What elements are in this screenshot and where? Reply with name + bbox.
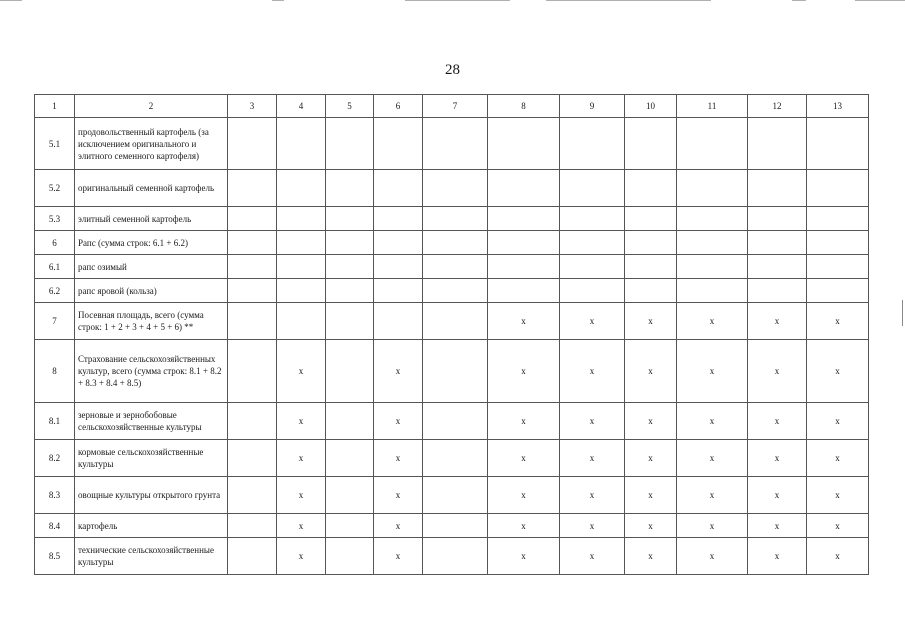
table-cell: x [677, 340, 748, 403]
table-cell: x [277, 403, 326, 440]
table-cell: x [677, 538, 748, 575]
table-cell [277, 279, 326, 303]
table-cell: x [748, 403, 807, 440]
table-cell [228, 207, 277, 231]
table-cell: x [277, 538, 326, 575]
table-cell [423, 279, 488, 303]
table-cell [488, 255, 560, 279]
table-cell [326, 231, 374, 255]
table-cell [625, 255, 677, 279]
table-cell [228, 118, 277, 170]
table-cell [423, 340, 488, 403]
table-cell: x [625, 538, 677, 575]
column-header: 11 [677, 95, 748, 118]
table-cell [807, 231, 869, 255]
table-row [35, 538, 869, 575]
table-row [35, 279, 869, 303]
table-cell: x [374, 440, 423, 477]
table-cell [374, 231, 423, 255]
table-cell: x [625, 340, 677, 403]
table-cell: x [488, 340, 560, 403]
row-code: 8.2 [35, 440, 75, 477]
row-code: 6 [35, 231, 75, 255]
table-cell: x [625, 303, 677, 340]
table-cell [748, 231, 807, 255]
table-cell [748, 279, 807, 303]
table-cell [748, 207, 807, 231]
table-cell [277, 118, 326, 170]
table-cell: x [677, 403, 748, 440]
top-edge-mark [546, 0, 711, 1]
table-cell: x [374, 477, 423, 514]
table-cell [423, 255, 488, 279]
table-cell [748, 255, 807, 279]
table-cell [423, 207, 488, 231]
page-number: 28 [445, 62, 460, 78]
table-cell [326, 514, 374, 538]
row-label: продовольственный картофель (за исключением оригинального и элитного семенного картофеля) [75, 118, 228, 170]
column-header: 7 [423, 95, 488, 118]
column-header: 5 [326, 95, 374, 118]
table-cell [748, 170, 807, 207]
table-cell [374, 279, 423, 303]
table-cell [326, 403, 374, 440]
table-cell: x [374, 403, 423, 440]
table-cell [560, 118, 625, 170]
table-cell [228, 303, 277, 340]
table-cell [488, 118, 560, 170]
row-label: кормовые сельскохозяйственные культуры [75, 440, 228, 477]
table-cell [326, 170, 374, 207]
scan-mark [902, 300, 903, 326]
table-cell: x [488, 440, 560, 477]
table-cell: x [748, 440, 807, 477]
column-header: 9 [560, 95, 625, 118]
table-cell: x [277, 477, 326, 514]
table-cell [228, 255, 277, 279]
table-cell: x [277, 440, 326, 477]
column-header: 8 [488, 95, 560, 118]
table-cell: x [677, 514, 748, 538]
table-cell: x [488, 538, 560, 575]
table-row [35, 477, 869, 514]
table-cell [326, 440, 374, 477]
table-cell [374, 170, 423, 207]
table-cell: x [488, 514, 560, 538]
table-cell: x [748, 538, 807, 575]
table-cell: x [807, 477, 869, 514]
table-row [35, 231, 869, 255]
table-row [35, 118, 869, 170]
table-row [35, 170, 869, 207]
table-cell [228, 231, 277, 255]
table-cell [277, 207, 326, 231]
top-edge-mark [855, 0, 905, 1]
table-cell [326, 118, 374, 170]
table-cell [423, 477, 488, 514]
table-cell [423, 440, 488, 477]
table-cell [326, 255, 374, 279]
row-code: 8 [35, 340, 75, 403]
column-header: 2 [75, 95, 228, 118]
table-cell [423, 403, 488, 440]
table-cell [560, 279, 625, 303]
table-cell [677, 255, 748, 279]
table-cell [423, 514, 488, 538]
column-header: 13 [807, 95, 869, 118]
top-edge-mark [272, 0, 284, 1]
table-cell [625, 207, 677, 231]
row-label: картофель [75, 514, 228, 538]
table-cell [423, 231, 488, 255]
table-cell: x [374, 514, 423, 538]
table-cell [326, 340, 374, 403]
table-cell: x [807, 340, 869, 403]
row-label: Страхование сельскохозяйственных культур, всего (сумма строк: 8.1 + 8.2 + 8.3 + 8.4 + 8.5) [75, 340, 228, 403]
table-cell: x [374, 538, 423, 575]
top-edge-mark [405, 0, 510, 1]
table-cell: x [560, 440, 625, 477]
table-cell [423, 118, 488, 170]
table-row [35, 207, 869, 231]
table-cell: x [560, 514, 625, 538]
table-cell: x [807, 440, 869, 477]
table-cell [228, 538, 277, 575]
row-code: 8.1 [35, 403, 75, 440]
table-cell [228, 440, 277, 477]
table-cell [488, 231, 560, 255]
table-cell [677, 207, 748, 231]
row-code: 5.1 [35, 118, 75, 170]
table-cell [748, 118, 807, 170]
table-cell: x [374, 340, 423, 403]
table-cell: x [625, 440, 677, 477]
table-cell [807, 255, 869, 279]
table-cell [488, 170, 560, 207]
table-cell [488, 207, 560, 231]
column-header: 1 [35, 95, 75, 118]
table-cell [326, 207, 374, 231]
table-cell [228, 170, 277, 207]
row-label: рапс яровой (кольза) [75, 279, 228, 303]
table-cell [423, 170, 488, 207]
table-cell: x [488, 403, 560, 440]
table-cell [807, 207, 869, 231]
table-cell [228, 477, 277, 514]
table-cell: x [560, 538, 625, 575]
row-code: 6.2 [35, 279, 75, 303]
table-cell [807, 170, 869, 207]
table-cell: x [625, 477, 677, 514]
table-cell [677, 279, 748, 303]
data-table [34, 94, 869, 575]
table-cell: x [560, 477, 625, 514]
table-cell: x [277, 340, 326, 403]
row-code: 5.2 [35, 170, 75, 207]
column-header: 10 [625, 95, 677, 118]
table-row [35, 440, 869, 477]
table-cell: x [560, 340, 625, 403]
table-cell: x [748, 340, 807, 403]
table-cell: x [748, 303, 807, 340]
table-row [35, 255, 869, 279]
table-cell [374, 255, 423, 279]
table-cell: x [807, 538, 869, 575]
row-code: 7 [35, 303, 75, 340]
row-code: 8.3 [35, 477, 75, 514]
table-cell [277, 303, 326, 340]
table-cell: x [560, 303, 625, 340]
table-row [35, 303, 869, 340]
top-edge-mark [0, 0, 22, 1]
row-label: технические сельскохозяйственные культуры [75, 538, 228, 575]
column-header: 3 [228, 95, 277, 118]
table-cell [560, 170, 625, 207]
table-cell [625, 118, 677, 170]
table-cell [326, 279, 374, 303]
table-cell [277, 231, 326, 255]
row-code: 5.3 [35, 207, 75, 231]
table-row [35, 340, 869, 403]
table-cell [560, 207, 625, 231]
row-label: рапс озимый [75, 255, 228, 279]
table-cell [677, 118, 748, 170]
table-row [35, 514, 869, 538]
header-row [35, 95, 869, 118]
table-cell: x [560, 403, 625, 440]
row-label: зерновые и зернобобовые сельскохозяйственные культуры [75, 403, 228, 440]
row-code: 8.5 [35, 538, 75, 575]
table-cell [374, 118, 423, 170]
table-cell: x [807, 303, 869, 340]
table-cell: x [677, 477, 748, 514]
table-cell [277, 170, 326, 207]
column-header: 4 [277, 95, 326, 118]
table-cell: x [748, 514, 807, 538]
table-cell [228, 514, 277, 538]
column-header: 12 [748, 95, 807, 118]
table-cell: x [807, 403, 869, 440]
table-cell [677, 170, 748, 207]
table-cell: x [488, 477, 560, 514]
table-cell [374, 303, 423, 340]
table-cell [326, 477, 374, 514]
table-cell [374, 207, 423, 231]
table-cell: x [677, 440, 748, 477]
table-cell: x [807, 514, 869, 538]
table-cell: x [488, 303, 560, 340]
table-cell [677, 231, 748, 255]
row-label: оригинальный семенной картофель [75, 170, 228, 207]
table-cell [807, 279, 869, 303]
table-cell [625, 279, 677, 303]
row-label: Посевная площадь, всего (сумма строк: 1 + 2 + 3 + 4 + 5 + 6) ** [75, 303, 228, 340]
row-label: элитный семенной картофель [75, 207, 228, 231]
table-row [35, 403, 869, 440]
row-code: 6.1 [35, 255, 75, 279]
row-label: овощные культуры открытого грунта [75, 477, 228, 514]
table-cell [228, 279, 277, 303]
row-label: Рапс (сумма строк: 6.1 + 6.2) [75, 231, 228, 255]
column-header: 6 [374, 95, 423, 118]
table-cell [277, 255, 326, 279]
table-cell: x [625, 403, 677, 440]
table-cell: x [748, 477, 807, 514]
table-cell [423, 538, 488, 575]
row-code: 8.4 [35, 514, 75, 538]
table-cell [488, 279, 560, 303]
table-cell [807, 118, 869, 170]
table-cell [560, 231, 625, 255]
table-cell: x [277, 514, 326, 538]
table-cell [560, 255, 625, 279]
table-cell [625, 170, 677, 207]
table-cell [326, 538, 374, 575]
table-cell: x [625, 514, 677, 538]
table-cell [228, 340, 277, 403]
top-edge-mark [792, 0, 806, 1]
table-cell [423, 303, 488, 340]
table-cell [625, 231, 677, 255]
table-cell [326, 303, 374, 340]
table-cell: x [677, 303, 748, 340]
table-cell [228, 403, 277, 440]
